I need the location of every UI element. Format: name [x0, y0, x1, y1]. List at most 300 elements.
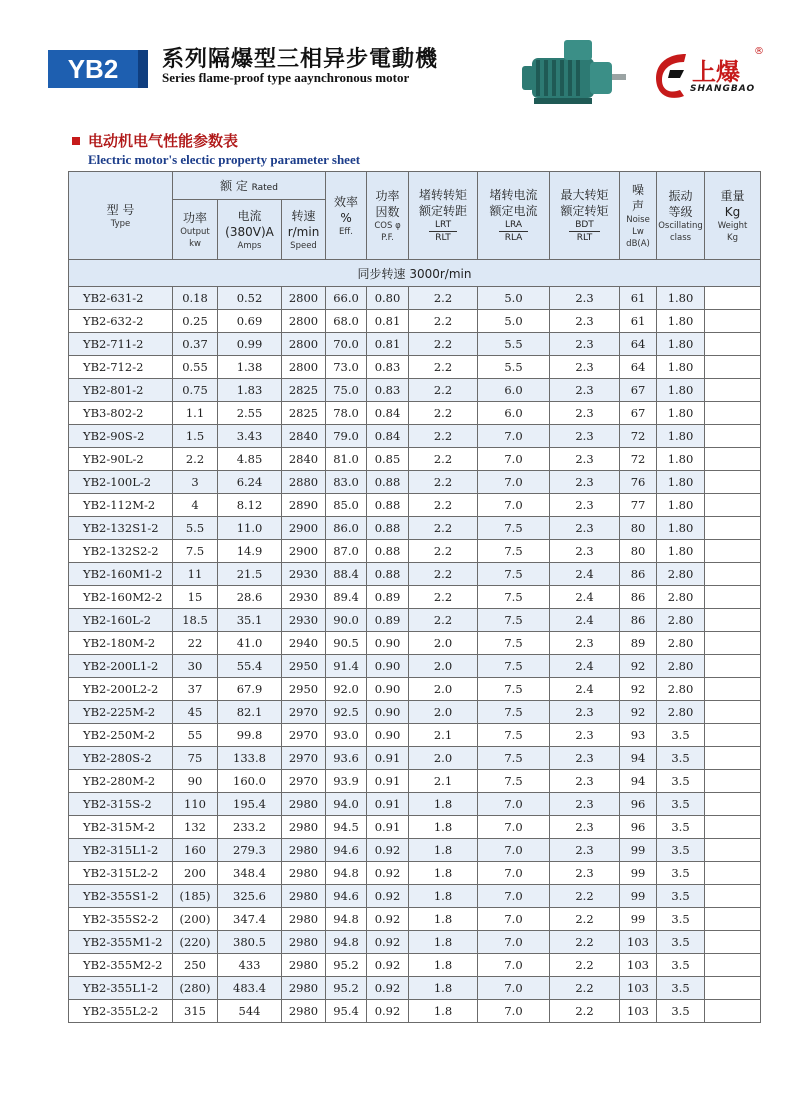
cell-efficiency: 91.4 [326, 655, 367, 678]
cell-power-factor: 0.92 [367, 908, 409, 931]
cell-bdt: 2.3 [550, 471, 620, 494]
series-title-cn: 系列隔爆型三相异步電動機 [162, 47, 439, 72]
cell-current: 4.85 [218, 448, 282, 471]
cell-noise: 103 [620, 977, 657, 1000]
cell-output: (220) [173, 931, 218, 954]
cell-power-factor: 0.88 [367, 494, 409, 517]
cell-vibration: 1.80 [657, 379, 705, 402]
cell-type: YB2-90L-2 [69, 448, 173, 471]
cell-current: 433 [218, 954, 282, 977]
cell-lrt: 2.2 [409, 517, 478, 540]
cell-speed: 2950 [282, 678, 326, 701]
cell-lrt: 2.2 [409, 287, 478, 310]
cell-lrt: 1.8 [409, 839, 478, 862]
cell-power-factor: 0.84 [367, 425, 409, 448]
cell-type: YB2-315M-2 [69, 816, 173, 839]
cell-output: 45 [173, 701, 218, 724]
cell-lra: 7.0 [478, 954, 550, 977]
cell-efficiency: 94.6 [326, 885, 367, 908]
cell-weight [705, 471, 761, 494]
table-row [69, 287, 761, 310]
cell-noise: 103 [620, 954, 657, 977]
cell-output: 4 [173, 494, 218, 517]
cell-speed: 2980 [282, 1000, 326, 1023]
cell-output: (185) [173, 885, 218, 908]
cell-efficiency: 78.0 [326, 402, 367, 425]
cell-output: 2.2 [173, 448, 218, 471]
cell-lrt: 2.2 [409, 379, 478, 402]
cell-lra: 7.0 [478, 448, 550, 471]
cell-bdt: 2.3 [550, 724, 620, 747]
cell-vibration: 2.80 [657, 701, 705, 724]
cell-noise: 80 [620, 540, 657, 563]
cell-lrt: 2.2 [409, 448, 478, 471]
cell-power-factor: 0.92 [367, 839, 409, 862]
sync-speed-label: 同步转速 3000r/min [69, 260, 761, 287]
cell-speed: 2880 [282, 471, 326, 494]
cell-noise: 64 [620, 333, 657, 356]
cell-type: YB2-631-2 [69, 287, 173, 310]
header-locked-rotor-current: 堵转电流 额定电流 $\frac{\text{LRA}}{\text{RLA}}$ [478, 172, 550, 260]
cell-power-factor: 0.83 [367, 356, 409, 379]
cell-output: 1.1 [173, 402, 218, 425]
cell-lrt: 1.8 [409, 931, 478, 954]
cell-bdt: 2.3 [550, 747, 620, 770]
parameter-table-wrapper [68, 171, 760, 1023]
cell-lrt: 2.2 [409, 425, 478, 448]
cell-efficiency: 94.8 [326, 931, 367, 954]
cell-bdt: 2.3 [550, 862, 620, 885]
cell-lrt: 2.2 [409, 494, 478, 517]
cell-bdt: 2.3 [550, 540, 620, 563]
cell-noise: 96 [620, 793, 657, 816]
cell-power-factor: 0.88 [367, 563, 409, 586]
cell-vibration: 2.80 [657, 655, 705, 678]
header-noise: 噪 声 Noise Lw dB(A) [620, 172, 657, 260]
cell-efficiency: 92.5 [326, 701, 367, 724]
cell-efficiency: 90.5 [326, 632, 367, 655]
cell-efficiency: 93.9 [326, 770, 367, 793]
table-row [69, 793, 761, 816]
cell-weight [705, 678, 761, 701]
cell-power-factor: 0.92 [367, 977, 409, 1000]
cell-type: YB2-132S1-2 [69, 517, 173, 540]
cell-type: YB2-315L1-2 [69, 839, 173, 862]
cell-weight [705, 954, 761, 977]
cell-efficiency: 68.0 [326, 310, 367, 333]
cell-lrt: 2.0 [409, 678, 478, 701]
cell-power-factor: 0.90 [367, 701, 409, 724]
cell-output: 3 [173, 471, 218, 494]
cell-bdt: 2.3 [550, 402, 620, 425]
cell-power-factor: 0.81 [367, 333, 409, 356]
cell-speed: 2840 [282, 448, 326, 471]
cell-lra: 7.5 [478, 609, 550, 632]
cell-noise: 72 [620, 448, 657, 471]
header-locked-rotor-torque: 堵转转矩 额定转距 $\frac{\text{LRT}}{\text{RLT}}$ [409, 172, 478, 260]
cell-lrt: 2.0 [409, 701, 478, 724]
cell-power-factor: 0.90 [367, 678, 409, 701]
cell-current: 11.0 [218, 517, 282, 540]
cell-lra: 6.0 [478, 402, 550, 425]
cell-efficiency: 81.0 [326, 448, 367, 471]
cell-speed: 2900 [282, 517, 326, 540]
cell-lrt: 2.2 [409, 310, 478, 333]
cell-current: 21.5 [218, 563, 282, 586]
cell-power-factor: 0.90 [367, 632, 409, 655]
cell-vibration: 1.80 [657, 494, 705, 517]
cell-current: 82.1 [218, 701, 282, 724]
cell-vibration: 3.5 [657, 977, 705, 1000]
cell-output: 37 [173, 678, 218, 701]
table-row [69, 540, 761, 563]
cell-weight [705, 310, 761, 333]
cell-vibration: 3.5 [657, 954, 705, 977]
cell-output: 0.75 [173, 379, 218, 402]
cell-output: 30 [173, 655, 218, 678]
cell-weight [705, 977, 761, 1000]
header-breakdown-torque: 最大转矩 额定转矩 $\frac{\text{BDT}}{\text{RLT}}$ [550, 172, 620, 260]
cell-lrt: 1.8 [409, 977, 478, 1000]
cell-lrt: 2.2 [409, 402, 478, 425]
cell-weight [705, 287, 761, 310]
cell-weight [705, 425, 761, 448]
cell-efficiency: 87.0 [326, 540, 367, 563]
cell-weight [705, 701, 761, 724]
cell-noise: 92 [620, 655, 657, 678]
cell-output: (200) [173, 908, 218, 931]
cell-bdt: 2.4 [550, 586, 620, 609]
brand-logo [650, 46, 782, 106]
cell-type: YB2-250M-2 [69, 724, 173, 747]
cell-lra: 7.5 [478, 540, 550, 563]
cell-bdt: 2.4 [550, 563, 620, 586]
cell-noise: 67 [620, 379, 657, 402]
cell-vibration: 1.80 [657, 356, 705, 379]
cell-type: YB2-355M1-2 [69, 931, 173, 954]
table-row [69, 586, 761, 609]
section-bullet-icon [72, 137, 80, 145]
cell-lra: 7.5 [478, 655, 550, 678]
cell-type: YB2-315S-2 [69, 793, 173, 816]
cell-bdt: 2.2 [550, 977, 620, 1000]
header-vibration: 振动 等级 Oscillating class [657, 172, 705, 260]
cell-efficiency: 95.4 [326, 1000, 367, 1023]
cell-output: 0.55 [173, 356, 218, 379]
cell-type: YB2-280S-2 [69, 747, 173, 770]
cell-noise: 94 [620, 747, 657, 770]
cell-weight [705, 862, 761, 885]
cell-weight [705, 816, 761, 839]
cell-noise: 67 [620, 402, 657, 425]
cell-output: 132 [173, 816, 218, 839]
cell-vibration: 1.80 [657, 540, 705, 563]
cell-current: 28.6 [218, 586, 282, 609]
cell-efficiency: 90.0 [326, 609, 367, 632]
cell-current: 1.83 [218, 379, 282, 402]
cell-output: (280) [173, 977, 218, 1000]
cell-efficiency: 93.0 [326, 724, 367, 747]
cell-type: YB2-355L1-2 [69, 977, 173, 1000]
cell-noise: 103 [620, 1000, 657, 1023]
table-row [69, 379, 761, 402]
table-row [69, 402, 761, 425]
cell-efficiency: 66.0 [326, 287, 367, 310]
cell-bdt: 2.3 [550, 839, 620, 862]
cell-vibration: 3.5 [657, 908, 705, 931]
cell-lrt: 1.8 [409, 793, 478, 816]
cell-speed: 2980 [282, 885, 326, 908]
cell-lrt: 2.2 [409, 333, 478, 356]
cell-output: 200 [173, 862, 218, 885]
cell-efficiency: 83.0 [326, 471, 367, 494]
table-row [69, 977, 761, 1000]
cell-current: 8.12 [218, 494, 282, 517]
cell-type: YB2-355L2-2 [69, 1000, 173, 1023]
series-badge: YB2 [48, 50, 148, 88]
cell-type: YB2-355S1-2 [69, 885, 173, 908]
cell-efficiency: 88.4 [326, 563, 367, 586]
cell-bdt: 2.3 [550, 310, 620, 333]
table-row [69, 494, 761, 517]
table-row [69, 678, 761, 701]
cell-efficiency: 94.8 [326, 862, 367, 885]
cell-power-factor: 0.92 [367, 931, 409, 954]
cell-noise: 96 [620, 816, 657, 839]
cell-power-factor: 0.91 [367, 816, 409, 839]
cell-efficiency: 94.0 [326, 793, 367, 816]
cell-type: YB2-355M2-2 [69, 954, 173, 977]
cell-power-factor: 0.88 [367, 540, 409, 563]
cell-vibration: 1.80 [657, 310, 705, 333]
cell-output: 315 [173, 1000, 218, 1023]
cell-current: 67.9 [218, 678, 282, 701]
cell-lrt: 2.2 [409, 356, 478, 379]
cell-speed: 2980 [282, 954, 326, 977]
cell-lra: 7.0 [478, 816, 550, 839]
cell-efficiency: 95.2 [326, 954, 367, 977]
cell-current: 6.24 [218, 471, 282, 494]
cell-current: 325.6 [218, 885, 282, 908]
cell-power-factor: 0.88 [367, 517, 409, 540]
cell-speed: 2800 [282, 287, 326, 310]
cell-speed: 2980 [282, 816, 326, 839]
cell-speed: 2980 [282, 908, 326, 931]
cell-vibration: 2.80 [657, 632, 705, 655]
cell-current: 483.4 [218, 977, 282, 1000]
table-row [69, 448, 761, 471]
cell-output: 250 [173, 954, 218, 977]
cell-efficiency: 94.5 [326, 816, 367, 839]
cell-noise: 89 [620, 632, 657, 655]
cell-weight [705, 609, 761, 632]
cell-lrt: 1.8 [409, 1000, 478, 1023]
cell-power-factor: 0.91 [367, 747, 409, 770]
cell-current: 347.4 [218, 908, 282, 931]
cell-output: 55 [173, 724, 218, 747]
cell-lra: 7.5 [478, 747, 550, 770]
cell-lrt: 1.8 [409, 862, 478, 885]
cell-weight [705, 655, 761, 678]
cell-bdt: 2.3 [550, 356, 620, 379]
table-row [69, 356, 761, 379]
cell-lrt: 2.0 [409, 655, 478, 678]
table-row [69, 770, 761, 793]
cell-bdt: 2.3 [550, 379, 620, 402]
cell-weight [705, 908, 761, 931]
cell-lra: 5.5 [478, 333, 550, 356]
cell-weight [705, 448, 761, 471]
cell-lra: 5.5 [478, 356, 550, 379]
cell-lra: 7.5 [478, 701, 550, 724]
cell-type: YB2-180M-2 [69, 632, 173, 655]
section-title-en: Electric motor's electic property parameter sheet [88, 152, 361, 167]
cell-speed: 2900 [282, 540, 326, 563]
cell-vibration: 2.80 [657, 678, 705, 701]
cell-vibration: 3.5 [657, 862, 705, 885]
series-title-en: Series flame-proof type aaynchronous motor [162, 70, 410, 85]
cell-type: YB2-160L-2 [69, 609, 173, 632]
cell-lrt: 2.2 [409, 586, 478, 609]
table-row [69, 609, 761, 632]
table-row [69, 1000, 761, 1023]
cell-type: YB2-160M1-2 [69, 563, 173, 586]
cell-lra: 5.0 [478, 287, 550, 310]
table-row [69, 954, 761, 977]
cell-lrt: 2.2 [409, 563, 478, 586]
cell-vibration: 1.80 [657, 471, 705, 494]
header-current: 电流 (380V)A Amps [218, 200, 282, 260]
cell-output: 15 [173, 586, 218, 609]
cell-bdt: 2.3 [550, 770, 620, 793]
cell-bdt: 2.3 [550, 448, 620, 471]
cell-power-factor: 0.85 [367, 448, 409, 471]
cell-bdt: 2.3 [550, 333, 620, 356]
cell-weight [705, 747, 761, 770]
cell-speed: 2970 [282, 724, 326, 747]
cell-vibration: 3.5 [657, 1000, 705, 1023]
cell-noise: 61 [620, 287, 657, 310]
cell-vibration: 3.5 [657, 885, 705, 908]
cell-type: YB2-711-2 [69, 333, 173, 356]
cell-power-factor: 0.84 [367, 402, 409, 425]
table-row [69, 862, 761, 885]
cell-vibration: 3.5 [657, 770, 705, 793]
table-row [69, 701, 761, 724]
cell-output: 1.5 [173, 425, 218, 448]
cell-bdt: 2.2 [550, 1000, 620, 1023]
table-row [69, 517, 761, 540]
cell-lrt: 2.1 [409, 770, 478, 793]
cell-type: YB2-200L1-2 [69, 655, 173, 678]
cell-vibration: 3.5 [657, 747, 705, 770]
table-row [69, 747, 761, 770]
cell-output: 22 [173, 632, 218, 655]
cell-type: YB2-112M-2 [69, 494, 173, 517]
cell-weight [705, 517, 761, 540]
cell-weight [705, 1000, 761, 1023]
cell-weight [705, 402, 761, 425]
cell-noise: 76 [620, 471, 657, 494]
cell-current: 348.4 [218, 862, 282, 885]
cell-current: 0.69 [218, 310, 282, 333]
table-row [69, 816, 761, 839]
cell-output: 75 [173, 747, 218, 770]
cell-lra: 7.0 [478, 1000, 550, 1023]
cell-speed: 2930 [282, 563, 326, 586]
cell-speed: 2890 [282, 494, 326, 517]
cell-noise: 99 [620, 839, 657, 862]
table-row [69, 333, 761, 356]
cell-bdt: 2.3 [550, 494, 620, 517]
cell-noise: 72 [620, 425, 657, 448]
cell-type: YB2-355S2-2 [69, 908, 173, 931]
cell-output: 90 [173, 770, 218, 793]
cell-bdt: 2.4 [550, 655, 620, 678]
cell-weight [705, 586, 761, 609]
cell-current: 35.1 [218, 609, 282, 632]
table-row [69, 839, 761, 862]
cell-output: 160 [173, 839, 218, 862]
cell-noise: 99 [620, 862, 657, 885]
table-body [69, 260, 761, 1023]
cell-lra: 7.5 [478, 724, 550, 747]
cell-power-factor: 0.92 [367, 1000, 409, 1023]
cell-lra: 7.5 [478, 632, 550, 655]
table-row [69, 724, 761, 747]
cell-lra: 6.0 [478, 379, 550, 402]
logo-text: 上爆 [692, 58, 740, 86]
cell-speed: 2980 [282, 931, 326, 954]
cell-weight [705, 839, 761, 862]
cell-lrt: 1.8 [409, 954, 478, 977]
cell-speed: 2800 [282, 356, 326, 379]
header-weight: 重量 Kg Weight Kg [705, 172, 761, 260]
cell-output: 0.37 [173, 333, 218, 356]
cell-efficiency: 95.2 [326, 977, 367, 1000]
cell-noise: 92 [620, 678, 657, 701]
cell-weight [705, 770, 761, 793]
cell-bdt: 2.2 [550, 931, 620, 954]
cell-type: YB2-280M-2 [69, 770, 173, 793]
cell-speed: 2840 [282, 425, 326, 448]
cell-type: YB2-100L-2 [69, 471, 173, 494]
cell-current: 0.52 [218, 287, 282, 310]
cell-noise: 94 [620, 770, 657, 793]
cell-speed: 2825 [282, 402, 326, 425]
cell-vibration: 1.80 [657, 402, 705, 425]
cell-power-factor: 0.83 [367, 379, 409, 402]
cell-bdt: 2.2 [550, 954, 620, 977]
header-rated: 额 定 Rated [173, 172, 326, 200]
cell-lra: 7.0 [478, 862, 550, 885]
cell-weight [705, 793, 761, 816]
cell-power-factor: 0.80 [367, 287, 409, 310]
table-row [69, 908, 761, 931]
cell-efficiency: 75.0 [326, 379, 367, 402]
cell-efficiency: 86.0 [326, 517, 367, 540]
cell-lra: 7.0 [478, 494, 550, 517]
cell-vibration: 1.80 [657, 517, 705, 540]
cell-power-factor: 0.92 [367, 862, 409, 885]
cell-current: 0.99 [218, 333, 282, 356]
cell-noise: 99 [620, 908, 657, 931]
cell-lrt: 1.8 [409, 908, 478, 931]
table-row [69, 632, 761, 655]
cell-noise: 86 [620, 563, 657, 586]
cell-current: 279.3 [218, 839, 282, 862]
cell-weight [705, 931, 761, 954]
